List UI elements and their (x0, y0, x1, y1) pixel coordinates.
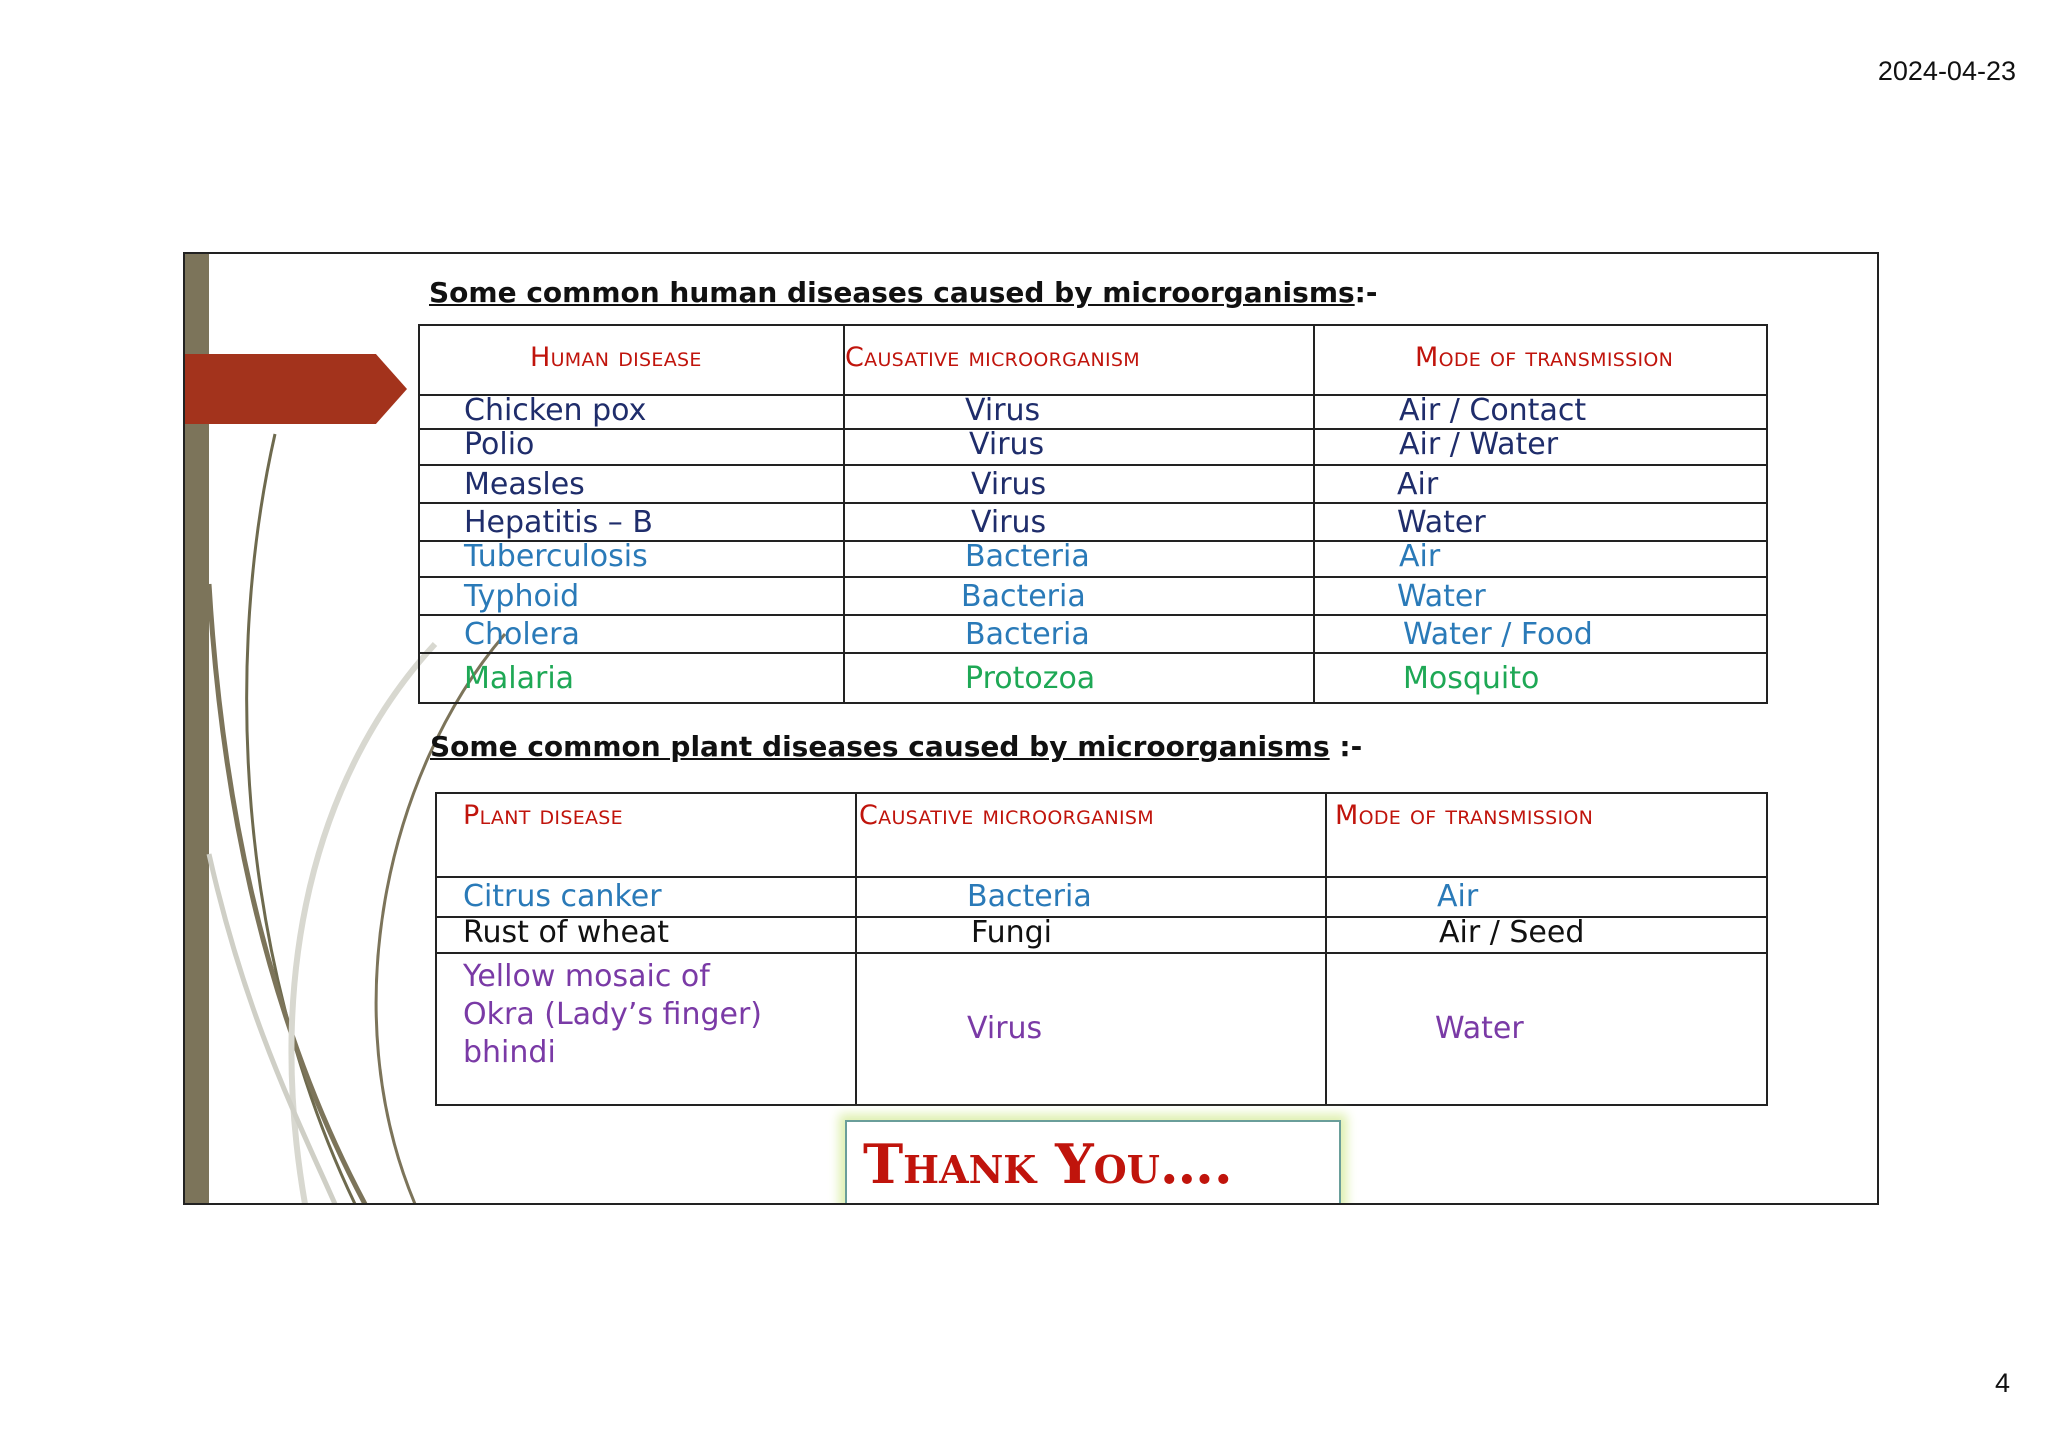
page-number: 4 (1994, 1368, 2010, 1398)
table-row (419, 615, 1767, 653)
disease-cell: Tuberculosis (419, 541, 844, 577)
organism-cell: Bacteria (844, 541, 1314, 577)
table-row (436, 877, 1767, 917)
human-diseases-table (418, 324, 1768, 704)
disease-cell (436, 953, 856, 1105)
mode-cell: Mosquito (1314, 653, 1767, 703)
disease-line: Okra (Lady’s finger) (463, 997, 762, 1032)
table-row (436, 917, 1767, 953)
page-date: 2024-04-23 (1877, 56, 2016, 86)
column-header-mode-of-transmission: Mode of transmission (1326, 793, 1767, 877)
disease-line: bhindi (463, 1035, 556, 1070)
plant-diseases-heading-suffix: :- (1339, 730, 1363, 763)
mode-cell: Air / Water (1314, 429, 1767, 465)
disease-cell: Typhoid (419, 577, 844, 615)
organism-cell: Virus (844, 465, 1314, 503)
plant-diseases-heading-text: Some common plant diseases caused by microorganisms (430, 730, 1330, 763)
disease-cell: Measles (419, 465, 844, 503)
disease-cell: Rust of wheat (436, 917, 856, 953)
mode-cell: Air / Contact (1314, 395, 1767, 429)
organism-cell: Virus (844, 429, 1314, 465)
column-header-mode-of-transmission: Mode of transmission (1314, 325, 1767, 395)
organism-cell: Virus (856, 953, 1326, 1105)
mode-cell: Water (1326, 953, 1767, 1105)
thank-you-text: Thank You…. (863, 1132, 1233, 1196)
disease-cell: Cholera (419, 615, 844, 653)
table-row (419, 465, 1767, 503)
mode-cell: Water (1314, 577, 1767, 615)
disease-cell: Citrus canker (436, 877, 856, 917)
organism-cell: Protozoa (844, 653, 1314, 703)
mode-cell: Air (1314, 465, 1767, 503)
mode-cell: Water / Food (1314, 615, 1767, 653)
slide (183, 252, 1879, 1205)
plant-diseases-table (435, 792, 1768, 1106)
human-diseases-heading (429, 276, 1377, 309)
plant-diseases-heading (430, 730, 1362, 763)
disease-cell: Malaria (419, 653, 844, 703)
table-row (419, 653, 1767, 703)
organism-cell: Bacteria (844, 615, 1314, 653)
organism-cell: Virus (844, 395, 1314, 429)
table-header-row (419, 325, 1767, 395)
organism-cell: Virus (844, 503, 1314, 541)
column-header-causative-microorganism: Causative microorganism (856, 793, 1326, 877)
human-diseases-heading-suffix: :- (1354, 276, 1378, 309)
column-header-plant-disease: Plant disease (436, 793, 856, 877)
mode-cell: Air (1326, 877, 1767, 917)
mode-cell: Air (1314, 541, 1767, 577)
organism-cell: Bacteria (856, 877, 1326, 917)
column-header-human-disease: Human disease (419, 325, 844, 395)
organism-cell: Fungi (856, 917, 1326, 953)
table-header-row (436, 793, 1767, 877)
disease-cell: Chicken pox (419, 395, 844, 429)
table-row (419, 395, 1767, 429)
thank-you-box (845, 1120, 1341, 1205)
mode-cell: Water (1314, 503, 1767, 541)
disease-line: Yellow mosaic of (463, 959, 710, 994)
human-diseases-heading-text: Some common human diseases caused by microorganisms (429, 276, 1355, 309)
table-row (419, 503, 1767, 541)
table-row (419, 577, 1767, 615)
disease-cell: Polio (419, 429, 844, 465)
organism-cell: Bacteria (844, 577, 1314, 615)
table-row (436, 953, 1767, 1105)
table-row (419, 541, 1767, 577)
column-header-causative-microorganism: Causative microorganism (844, 325, 1314, 395)
mode-cell: Air / Seed (1326, 917, 1767, 953)
disease-cell: Hepatitis – B (419, 503, 844, 541)
table-row (419, 429, 1767, 465)
